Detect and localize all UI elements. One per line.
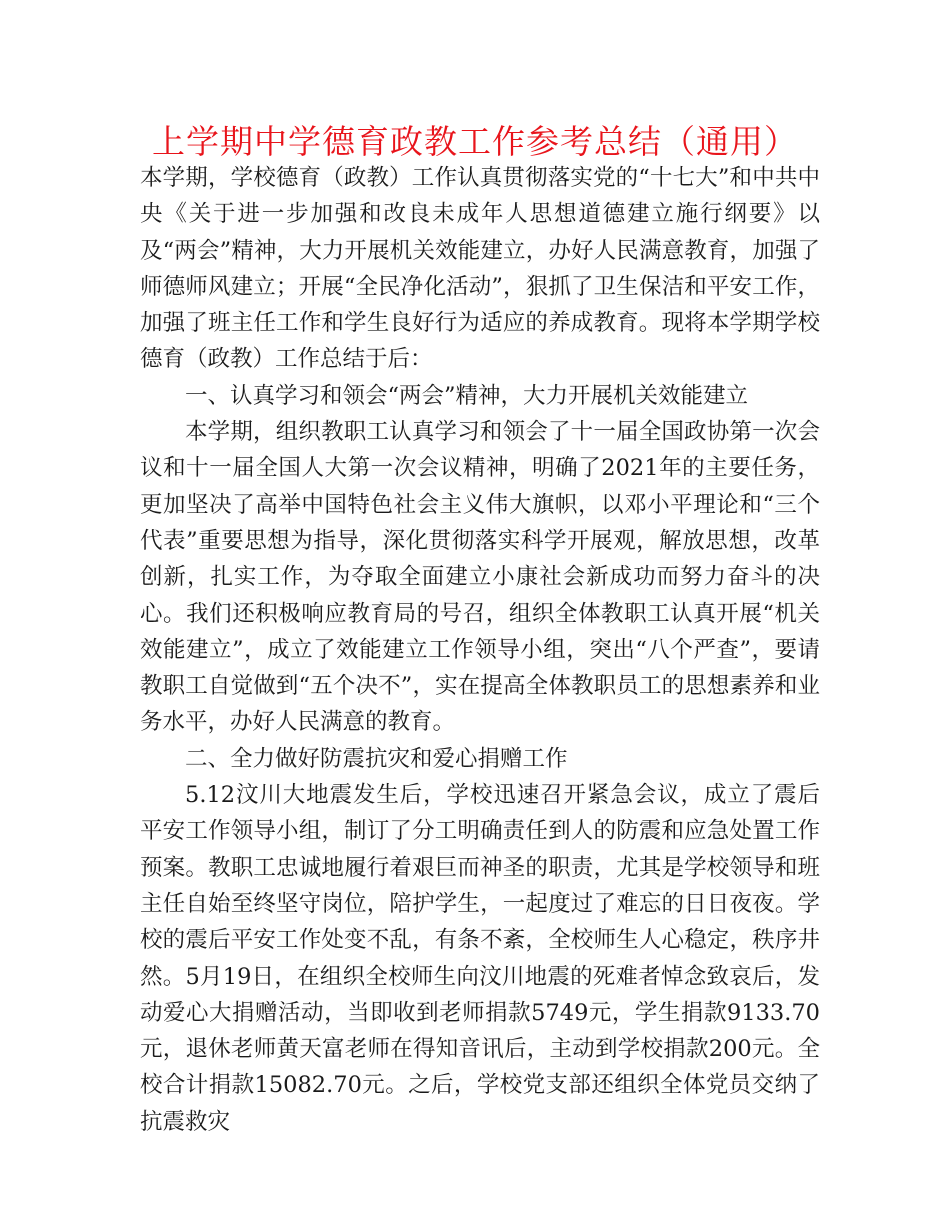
- document-body: [140, 160, 820, 1140]
- document-title: 上学期中学德育政教工作参考总结（通用）: [152, 122, 798, 161]
- paragraph-intro: 本学期，学校德育（政教）工作认真贯彻落实党的“十七大”和中共中央《关于进一步加强和改良未成年人思想道德建立施行纲要》以及“两会”精神，大力开展机关效能建立，办好人民满意教育，加强了师德师风建立；开展“全民净化活动”，狠抓了卫生保洁和平安工作，加强了班主任工作和学生良好行为适应的养成教育。现将本学期学校德育（政教）工作总结于后：: [140, 165, 820, 373]
- section-heading-1: 一、认真学习和领会“两会”精神，大力开展机关效能建立: [185, 382, 749, 409]
- paragraph-section-1: 本学期，组织教职工认真学习和领会了十一届全国政协第一次会议和十一届全国人大第一次会议精神，明确了2021年的主要任务，更加坚决了高举中国特色社会主义伟大旗帜，以邓小平理论和“三个代表”重要思想为指导，深化贯彻落实科学开展观，解放思想，改革创新，扎实工作，为夺取全面建立小康社会新成功而努力奋斗的决心。我们还积极响应教育局的号召，组织全体教职工认真开展“机关效能建立”，成立了效能建立工作领导小组，突出“八个严查”，要请教职工自觉做到“五个决不”，实在提高全体教职员工的思想素养和业务水平，办好人民满意的教育。: [140, 419, 820, 736]
- section-heading-2: 二、全力做好防震抗灾和爱心捐赠工作: [185, 745, 568, 772]
- paragraph-section-2: 5.12汶川大地震发生后，学校迅速召开紧急会议，成立了震后平安工作领导小组，制订了分工明确责任到人的防震和应急处置工作预案。教职工忠诚地履行着艰巨而神圣的职责，尤其是学校领导和班主任自始至终坚守岗位，陪护学生，一起度过了难忘的日日夜夜。学校的震后平安工作处变不乱，有条不紊，全校师生人心稳定，秩序井然。5月19日，在组织全校师生向汶川地震的死难者悼念致哀后，发动爱心大捐赠活动，当即收到老师捐款5749元，学生捐款9133.70元，退休老师黄天富老师在得知音讯后，主动到学校捐款200元。全校合计捐款15082.70元。之后，学校党支部还组织全体党员交纳了抗震救灾: [140, 782, 820, 1135]
